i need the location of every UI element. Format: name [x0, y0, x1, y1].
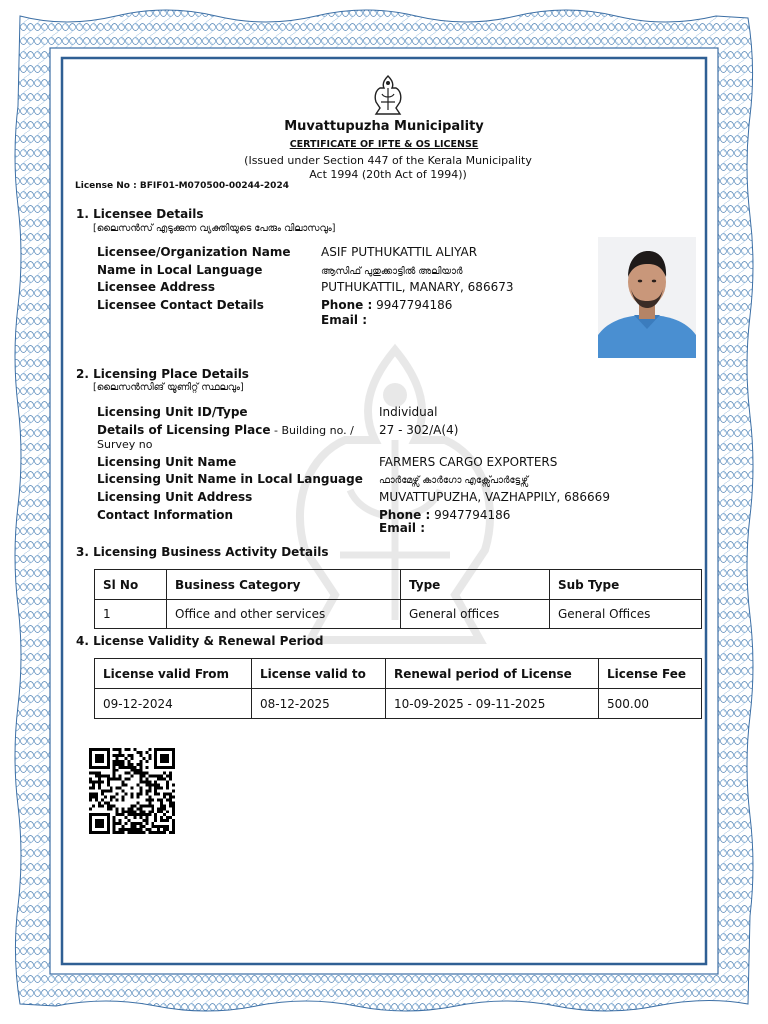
place-label-main: Details of Licensing Place [97, 423, 271, 437]
table-cell: General Offices [550, 600, 702, 629]
licensee-details-heading-local: [ലൈസൻസ് എടുക്കുന്ന വ്യക്തിയുടെ പേരും വിലാസവും] [93, 223, 336, 234]
unit-type-value: Individual [379, 405, 438, 419]
local-name-label: Name in Local Language [97, 263, 263, 277]
activity-heading: 3. Licensing Business Activity Details [76, 545, 329, 559]
validity-col-fee: License Fee [599, 659, 702, 689]
municipality-name: Muvattupuzha Municipality [284, 119, 484, 134]
activity-col-type: Type [401, 570, 550, 600]
license-number: License No : BFIF01-M070500-00244-2024 [75, 181, 289, 191]
validity-heading: 4. License Validity & Renewal Period [76, 634, 324, 648]
unit-address-label: Licensing Unit Address [97, 490, 253, 504]
validity-table [94, 658, 702, 719]
local-name-value: ആസിഫ് പുതുക്കാട്ടിൽ അലിയാർ [321, 266, 463, 277]
certificate-title: CERTIFICATE OF IFTE & OS LICENSE [289, 139, 479, 150]
licensee-address-label: Licensee Address [97, 280, 215, 294]
licensee-name-value: ASIF PUTHUKATTIL ALIYAR [321, 245, 478, 259]
table-cell: 500.00 [599, 689, 702, 719]
activity-col-subtype: Sub Type [550, 570, 702, 600]
unit-name-label: Licensing Unit Name [97, 455, 237, 469]
place-label-suffix: - Building no. / [270, 424, 354, 437]
activity-header-row [95, 570, 702, 600]
issued-under-line2: Act 1994 (20th Act of 1994)) [309, 168, 467, 181]
table-cell: 09-12-2024 [95, 689, 252, 719]
table-row [95, 600, 702, 629]
contact-info-label: Contact Information [97, 508, 234, 522]
unit-email-label: Email : [379, 521, 426, 535]
qr-finder-center [160, 754, 169, 763]
unit-phone [379, 508, 510, 522]
licensee-address-value: PUTHUKATTIL, MANARY, 686673 [321, 280, 514, 294]
validity-col-from: License valid From [95, 659, 252, 689]
place-label-line2: Survey no [97, 438, 153, 451]
qr-finder-center [95, 754, 104, 763]
table-cell: General offices [401, 600, 550, 629]
activity-col-category: Business Category [167, 570, 401, 600]
unit-name-value: FARMERS CARGO EXPORTERS [379, 455, 558, 469]
table-cell: 08-12-2025 [252, 689, 386, 719]
kerala-emblem-icon [366, 74, 410, 118]
validity-col-to: License valid to [252, 659, 386, 689]
licensee-photo [598, 237, 696, 358]
qr-code-icon [88, 748, 176, 834]
unit-type-label: Licensing Unit ID/Type [97, 405, 248, 419]
phone-label: Phone : [321, 298, 373, 312]
licensee-details-heading: 1. Licensee Details [76, 207, 204, 221]
place-value: 27 - 302/A(4) [379, 423, 459, 437]
place-label [97, 423, 354, 437]
validity-col-renewal: Renewal period of License [386, 659, 599, 689]
qr-finder-center [95, 819, 104, 828]
licensee-phone [321, 298, 452, 312]
table-row [95, 689, 702, 719]
unit-phone-label: Phone : [379, 508, 431, 522]
validity-header-row [95, 659, 702, 689]
licensee-name-label: Licensee/Organization Name [97, 245, 291, 259]
issued-under-line1: (Issued under Section 447 of the Kerala Municipality [244, 154, 532, 167]
phone-value: 9947794186 [376, 298, 453, 312]
activity-table [94, 569, 702, 629]
unit-local-value: ഫാർമേഴ്സ് കാർഗോ എക്സ്പോർട്ടേഴ്സ് [379, 475, 529, 486]
activity-col-slno: Sl No [95, 570, 167, 600]
table-cell: 1 [95, 600, 167, 629]
table-cell: Office and other services [167, 600, 401, 629]
unit-phone-value: 9947794186 [434, 508, 511, 522]
licensee-contact-label: Licensee Contact Details [97, 298, 264, 312]
licensee-email-label: Email : [321, 313, 368, 327]
table-cell: 10-09-2025 - 09-11-2025 [386, 689, 599, 719]
unit-local-label: Licensing Unit Name in Local Language [97, 472, 363, 486]
unit-address-value: MUVATTUPUZHA, VAZHAPPILY, 686669 [379, 490, 610, 504]
place-details-heading-local: [ലൈസൻസിങ് യൂണിറ്റ് സ്ഥലവും] [93, 382, 244, 393]
place-details-heading: 2. Licensing Place Details [76, 367, 249, 381]
